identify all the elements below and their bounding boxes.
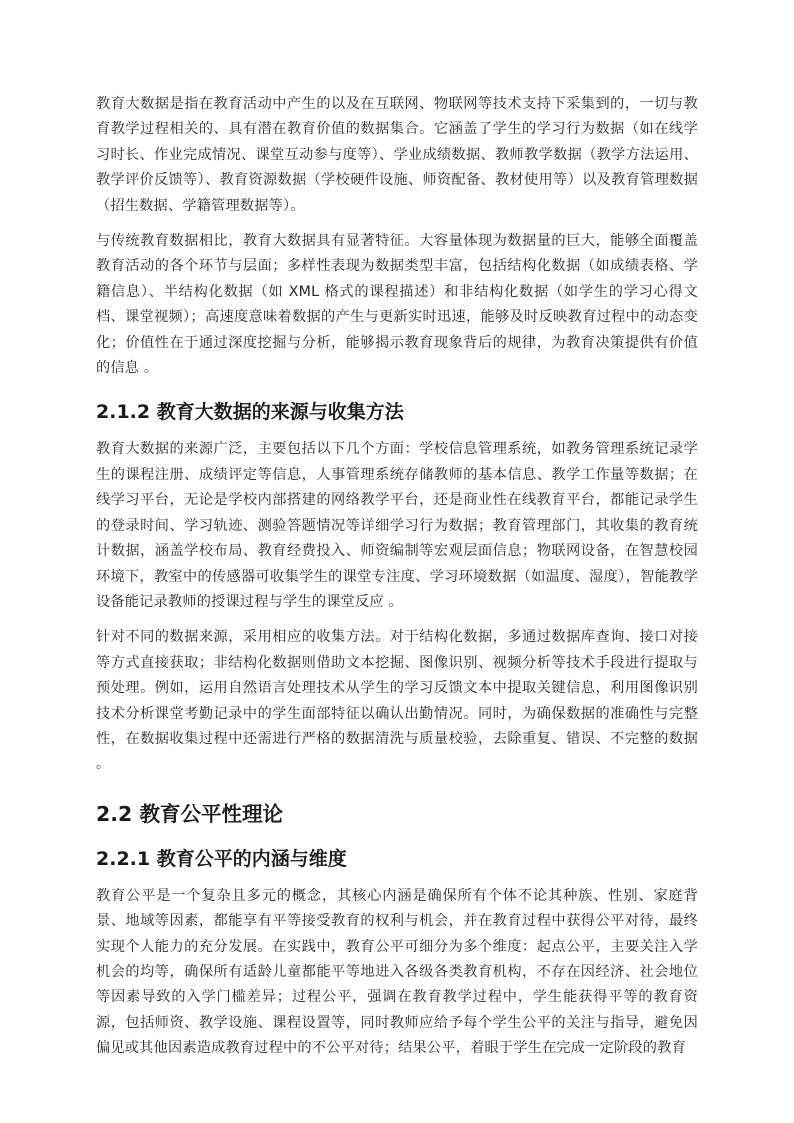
paragraph-equity-definition: 教育公平是一个复杂且多元的概念，其核心内涵是确保所有个体不论其种族、性别、家庭背景、地域等因素，都能享有平等接受教育的权利与机会，并在教育过程中获得公平对待，最终实现个人能力的充分发展。在实践中，教育公平可细分为多个维度：起点公平，主要关注入学机会的均等，确保所有适龄儿童都能平等地进入各级各类教育机构，不存在因经济、社会地位等因素导致的入学门槛差异；过程公平，强调在教育教学过程中，学生能获得平等的教育资源，包括师资、教学设施、课程设置等，同时教师应给予每个学生公平的关注与指导，避免因偏见或其他因素造成教育过程中的不公平对待；结果公平，着眼于学生在完成一定阶段的教育 — [96, 887, 698, 1057]
paragraph-characteristics: 与传统教育数据相比，教育大数据具有显著特征。大容量体现为数据量的巨大，能够全面覆盖教育活动的各个环节与层面；多样性表现为数据类型丰富，包括结构化数据（如成绩表格、学籍信息）、半结构化数据（如 XML 格式的课程描述）和非结构化数据（如学生的学习心得文档、课堂视频）；高速度意味着数据的产生与更新实时迅速，能够及时反映教育过程中的动态变化；价值性在于通过深度挖掘与分析，能够揭示教育现象背后的规律，为教育决策提供有价值的信息 。 — [96, 233, 698, 377]
paragraph-definition: 教育大数据是指在教育活动中产生的以及在互联网、物联网等技术支持下采集到的，一切与教育教学过程相关的、具有潜在教育价值的数据集合。它涵盖了学生的学习行为数据（如在线学习时长、作业完成情况、课堂互动参与度等）、学业成绩数据、教师教学数据（教学方法运用、教学评价反馈等）、教育资源数据（学校硬件设施、师资配备、教材使用等）以及教育管理数据（招生数据、学籍管理数据等）。 — [96, 96, 698, 214]
paragraph-collection-methods: 针对不同的数据来源，采用相应的收集方法。对于结构化数据，多通过数据库查询、接口对接等方式直接获取；非结构化数据则借助文本挖掘、图像识别、视频分析等技术手段进行提取与预处理。例如，运用自然语言处理技术从学生的学习反馈文本中提取关键信息，利用图像识别技术分析课堂考勤记录中的学生面部特征以确认出勤情况。同时，为确保数据的准确性与完整性，在数据收集过程中还需进行严格的数据清洗与质量校验，去除重复、错误、不完整的数据 。 — [96, 629, 698, 773]
section-heading-2-2: 2.2 教育公平性理论 — [96, 801, 283, 826]
paragraph-data-sources: 教育大数据的来源广泛，主要包括以下几个方面：学校信息管理系统，如教务管理系统记录学生的课程注册、成绩评定等信息，人事管理系统存储教师的基本信息、教学工作量等数据；在线学习平台，无论是学校内部搭建的网络教学平台，还是商业性在线教育平台，都能记录学生的登录时间、学习轨迹、测验答题情况等详细学习行为数据；教育管理部门，其收集的教育统计数据，涵盖学校布局、教育经费投入、师资编制等宏观层面信息；物联网设备，在智慧校园环境下，教室中的传感器可收集学生的课堂专注度、学习环境数据（如温度、湿度），智能教学设备能记录教师的授课过程与学生的课堂反应 。 — [96, 441, 698, 610]
section-heading-2-2-1: 2.2.1 教育公平的内涵与维度 — [96, 847, 347, 870]
section-heading-2-1-2: 2.1.2 教育大数据的来源与收集方法 — [96, 401, 404, 424]
